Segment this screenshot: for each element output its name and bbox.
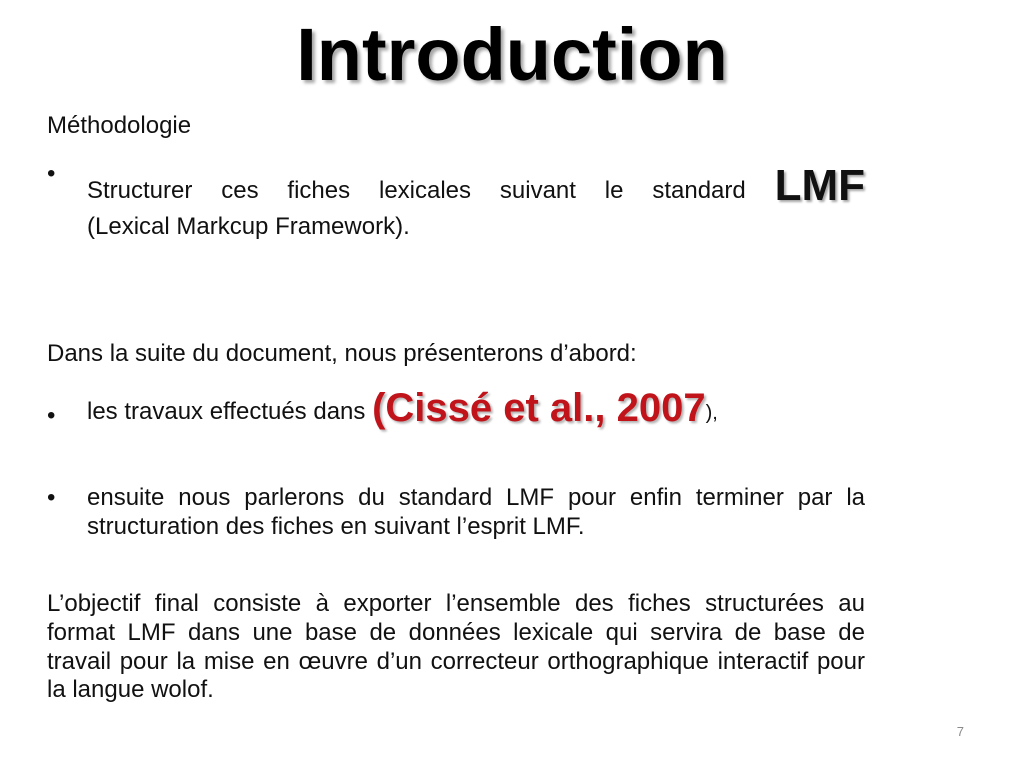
bullet-travaux <box>47 384 865 432</box>
bullet-icon: • <box>47 160 56 187</box>
bullet-ensuite-text: ensuite nous parlerons du standard LMF pour enfin terminer par la structuration des fiches en suivant l’esprit LMF. <box>87 484 865 540</box>
citation: (Cissé et al., 2007 <box>372 386 706 430</box>
bullet-travaux-text: les travaux effectués dans <box>87 398 373 425</box>
bullet-icon: • <box>47 402 56 429</box>
bullet-row <box>47 384 865 432</box>
citation-close: ), <box>705 402 718 424</box>
lmf-emphasis: LMF <box>774 161 865 210</box>
bullet-icon: • <box>47 484 56 511</box>
slide-title: Introduction <box>296 13 728 96</box>
objectif-paragraph: L’objectif final consiste à exporter l’ensemble des fiches structurées au format LMF dans une base de données lexicale qui servira de base de travail pour la mise en œuvre d’un correcteur orthographique interactif pour la langue wolof. <box>47 590 865 704</box>
bullet-lmf-line1 <box>87 160 865 213</box>
bullet-lmf <box>47 160 865 242</box>
bullet-row <box>47 484 865 542</box>
bullet-ensuite <box>47 484 865 542</box>
bullet-lmf-text: Structurer ces fiches lexicales suivant le standard <box>87 177 775 204</box>
bullet-row <box>47 160 865 242</box>
section-heading: Méthodologie <box>47 112 192 139</box>
intro-line: Dans la suite du document, nous présenterons d’abord: <box>47 340 637 367</box>
page-number: 7 <box>956 724 964 739</box>
bullet-lmf-line2: (Lexical Markcup Framework). <box>87 212 410 240</box>
